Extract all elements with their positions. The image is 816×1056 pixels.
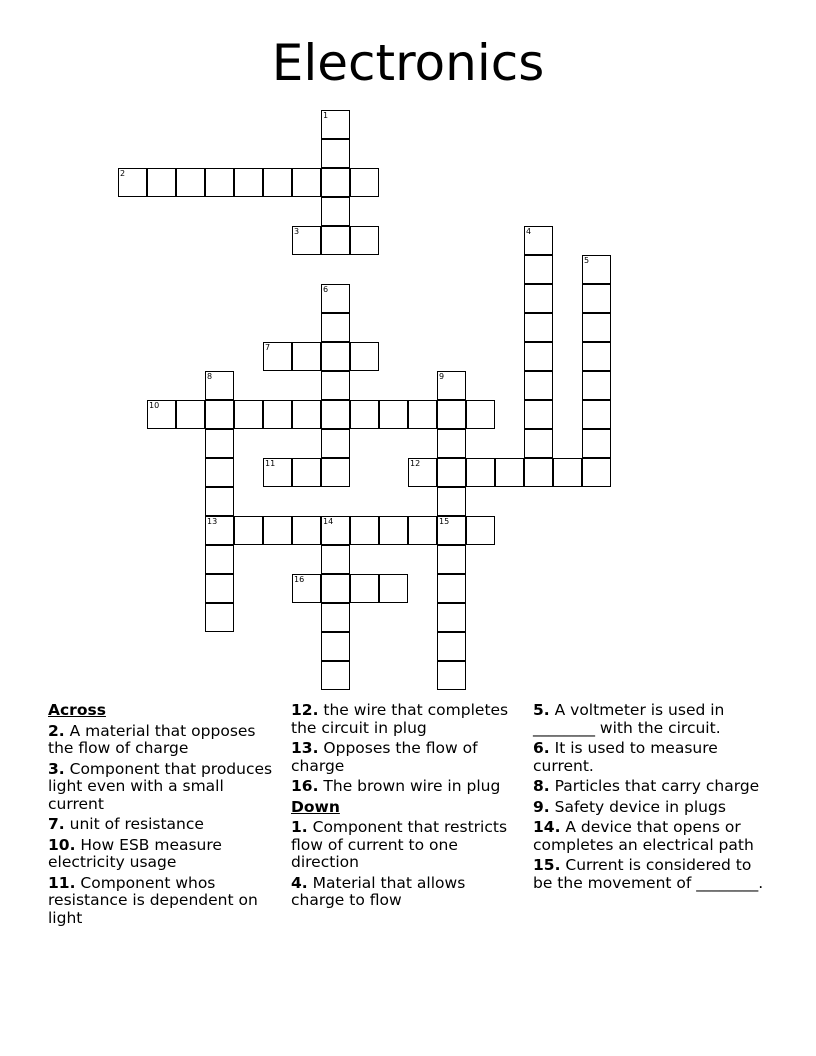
clue-across-13: 13. Opposes the flow of charge — [291, 739, 478, 775]
grid-cell[interactable] — [321, 429, 350, 458]
grid-cell[interactable] — [205, 458, 234, 487]
grid-cell[interactable] — [205, 487, 234, 516]
cell-number: 13 — [207, 517, 218, 526]
grid-cell[interactable] — [205, 516, 234, 545]
grid-cell[interactable] — [176, 168, 205, 197]
cell-number: 4 — [526, 227, 532, 236]
grid-cell[interactable] — [234, 516, 263, 545]
grid-cell[interactable] — [437, 487, 466, 516]
grid-cell[interactable] — [321, 342, 350, 371]
grid-cell[interactable] — [176, 400, 205, 429]
grid-cell[interactable] — [205, 545, 234, 574]
clue-down-1: 1. Component that restricts flow of current to one direction — [291, 818, 508, 871]
cell-number: 10 — [149, 401, 160, 410]
grid-cell[interactable] — [524, 255, 553, 284]
grid-cell[interactable] — [582, 255, 611, 284]
grid-cell[interactable] — [524, 458, 553, 487]
grid-cell[interactable] — [321, 313, 350, 342]
grid-cell[interactable] — [292, 168, 321, 197]
grid-cell[interactable] — [205, 371, 234, 400]
grid-cell[interactable] — [350, 168, 379, 197]
clues-column-2 — [291, 702, 523, 913]
across-heading: Across — [48, 701, 106, 719]
grid-cell[interactable] — [321, 603, 350, 632]
grid-cell[interactable] — [147, 400, 176, 429]
cell-number: 12 — [410, 459, 421, 468]
grid-cell[interactable] — [263, 458, 292, 487]
grid-cell[interactable] — [321, 371, 350, 400]
grid-cell[interactable] — [582, 429, 611, 458]
grid-cell[interactable] — [321, 284, 350, 313]
grid-cell[interactable] — [437, 661, 466, 690]
grid-cell[interactable] — [524, 226, 553, 255]
clue-across-3: 3. Component that produces light even with a small current — [48, 759, 273, 813]
cell-number: 3 — [294, 227, 300, 236]
grid-cell[interactable] — [321, 574, 350, 603]
grid-cell[interactable] — [437, 400, 466, 429]
grid-cell[interactable] — [437, 545, 466, 574]
grid-cell[interactable] — [437, 603, 466, 632]
grid-cell[interactable] — [263, 168, 292, 197]
clues-column-1 — [48, 702, 280, 930]
cell-number: 1 — [323, 111, 329, 120]
grid-cell[interactable] — [408, 458, 437, 487]
grid-cell[interactable] — [524, 371, 553, 400]
grid-cell[interactable] — [437, 516, 466, 545]
grid-cell[interactable] — [408, 516, 437, 545]
grid-cell[interactable] — [466, 400, 495, 429]
grid-cell[interactable] — [437, 371, 466, 400]
cell-number: 7 — [265, 343, 271, 352]
grid-cell[interactable] — [321, 197, 350, 226]
grid-cell[interactable] — [292, 342, 321, 371]
clues-column-3 — [533, 702, 765, 895]
grid-cell[interactable] — [321, 545, 350, 574]
grid-cell[interactable] — [437, 429, 466, 458]
cell-number: 14 — [323, 517, 334, 526]
clue-across-10: 10. How ESB measure electricity usage — [48, 835, 222, 871]
grid-cell[interactable] — [321, 661, 350, 690]
clue-down-6: 6. It is used to measure current. — [533, 739, 718, 775]
grid-cell[interactable] — [321, 168, 350, 197]
grid-cell[interactable] — [379, 400, 408, 429]
clue-down-4: 4. Material that allows charge to flow — [291, 873, 466, 909]
grid-cell[interactable] — [553, 458, 582, 487]
grid-cell[interactable] — [321, 516, 350, 545]
cell-number: 2 — [120, 169, 126, 178]
grid-cell[interactable] — [205, 400, 234, 429]
grid-cell[interactable] — [205, 574, 234, 603]
clue-across-16: 16. The brown wire in plug — [291, 777, 501, 795]
grid-cell[interactable] — [379, 574, 408, 603]
grid-cell[interactable] — [147, 168, 176, 197]
clue-down-5: 5. A voltmeter is used in ________ with the circuit. — [533, 701, 725, 737]
grid-cell[interactable] — [118, 168, 147, 197]
grid-cell[interactable] — [350, 226, 379, 255]
grid-cell[interactable] — [582, 313, 611, 342]
grid-cell[interactable] — [466, 516, 495, 545]
grid-cell[interactable] — [205, 168, 234, 197]
cell-number: 15 — [439, 517, 450, 526]
grid-cell[interactable] — [292, 458, 321, 487]
page-title: Electronics — [271, 34, 545, 92]
cell-number: 6 — [323, 285, 329, 294]
grid-cell[interactable] — [524, 400, 553, 429]
clue-down-14: 14. A device that opens or completes an electrical path — [533, 818, 754, 854]
grid-cell[interactable] — [524, 313, 553, 342]
clue-across-7: 7. unit of resistance — [48, 815, 204, 833]
grid-cell[interactable] — [437, 632, 466, 661]
grid-cell[interactable] — [437, 458, 466, 487]
cell-number: 16 — [294, 575, 305, 584]
clue-across-12: 12. the wire that completes the circuit in plug — [291, 701, 509, 737]
grid-cell[interactable] — [321, 110, 350, 139]
grid-cell[interactable] — [205, 603, 234, 632]
grid-cell[interactable] — [350, 516, 379, 545]
grid-cell[interactable] — [292, 574, 321, 603]
grid-cell[interactable] — [321, 458, 350, 487]
grid-cell[interactable] — [582, 342, 611, 371]
grid-cell[interactable] — [321, 139, 350, 168]
grid-cell[interactable] — [321, 632, 350, 661]
grid-cell[interactable] — [524, 284, 553, 313]
grid-cell[interactable] — [495, 458, 524, 487]
grid-cell[interactable] — [292, 516, 321, 545]
grid-cell[interactable] — [234, 400, 263, 429]
clue-across-2: 2. A material that opposes the flow of charge — [48, 721, 256, 757]
grid-cell[interactable] — [379, 516, 408, 545]
grid-cell[interactable] — [350, 574, 379, 603]
grid-cell[interactable] — [321, 226, 350, 255]
grid-cell[interactable] — [524, 429, 553, 458]
grid-cell[interactable] — [582, 284, 611, 313]
grid-cell[interactable] — [263, 516, 292, 545]
grid-cell[interactable] — [292, 226, 321, 255]
grid-cell[interactable] — [466, 458, 495, 487]
grid-cell[interactable] — [321, 400, 350, 429]
grid-cell[interactable] — [292, 400, 321, 429]
clue-across-11: 11. Component whos resistance is dependent on light — [48, 873, 258, 927]
grid-cell[interactable] — [205, 429, 234, 458]
cell-number: 5 — [584, 256, 590, 265]
clue-down-9: 9. Safety device in plugs — [533, 797, 726, 816]
grid-cell[interactable] — [234, 168, 263, 197]
clue-down-8: 8. Particles that carry charge — [533, 777, 760, 795]
grid-cell[interactable] — [437, 574, 466, 603]
grid-cell[interactable] — [350, 400, 379, 429]
grid-cell[interactable] — [524, 342, 553, 371]
cell-number: 11 — [265, 459, 276, 468]
grid-cell[interactable] — [408, 400, 437, 429]
grid-cell[interactable] — [263, 400, 292, 429]
grid-cell[interactable] — [263, 342, 292, 371]
grid-cell[interactable] — [582, 400, 611, 429]
grid-cell[interactable] — [582, 371, 611, 400]
cell-number: 9 — [439, 372, 445, 381]
grid-cell[interactable] — [350, 342, 379, 371]
grid-cell[interactable] — [582, 458, 611, 487]
cell-number: 8 — [207, 372, 213, 381]
down-heading: Down — [291, 797, 340, 816]
clue-down-15: 15. Current is considered to be the movement of ________. — [533, 856, 764, 892]
